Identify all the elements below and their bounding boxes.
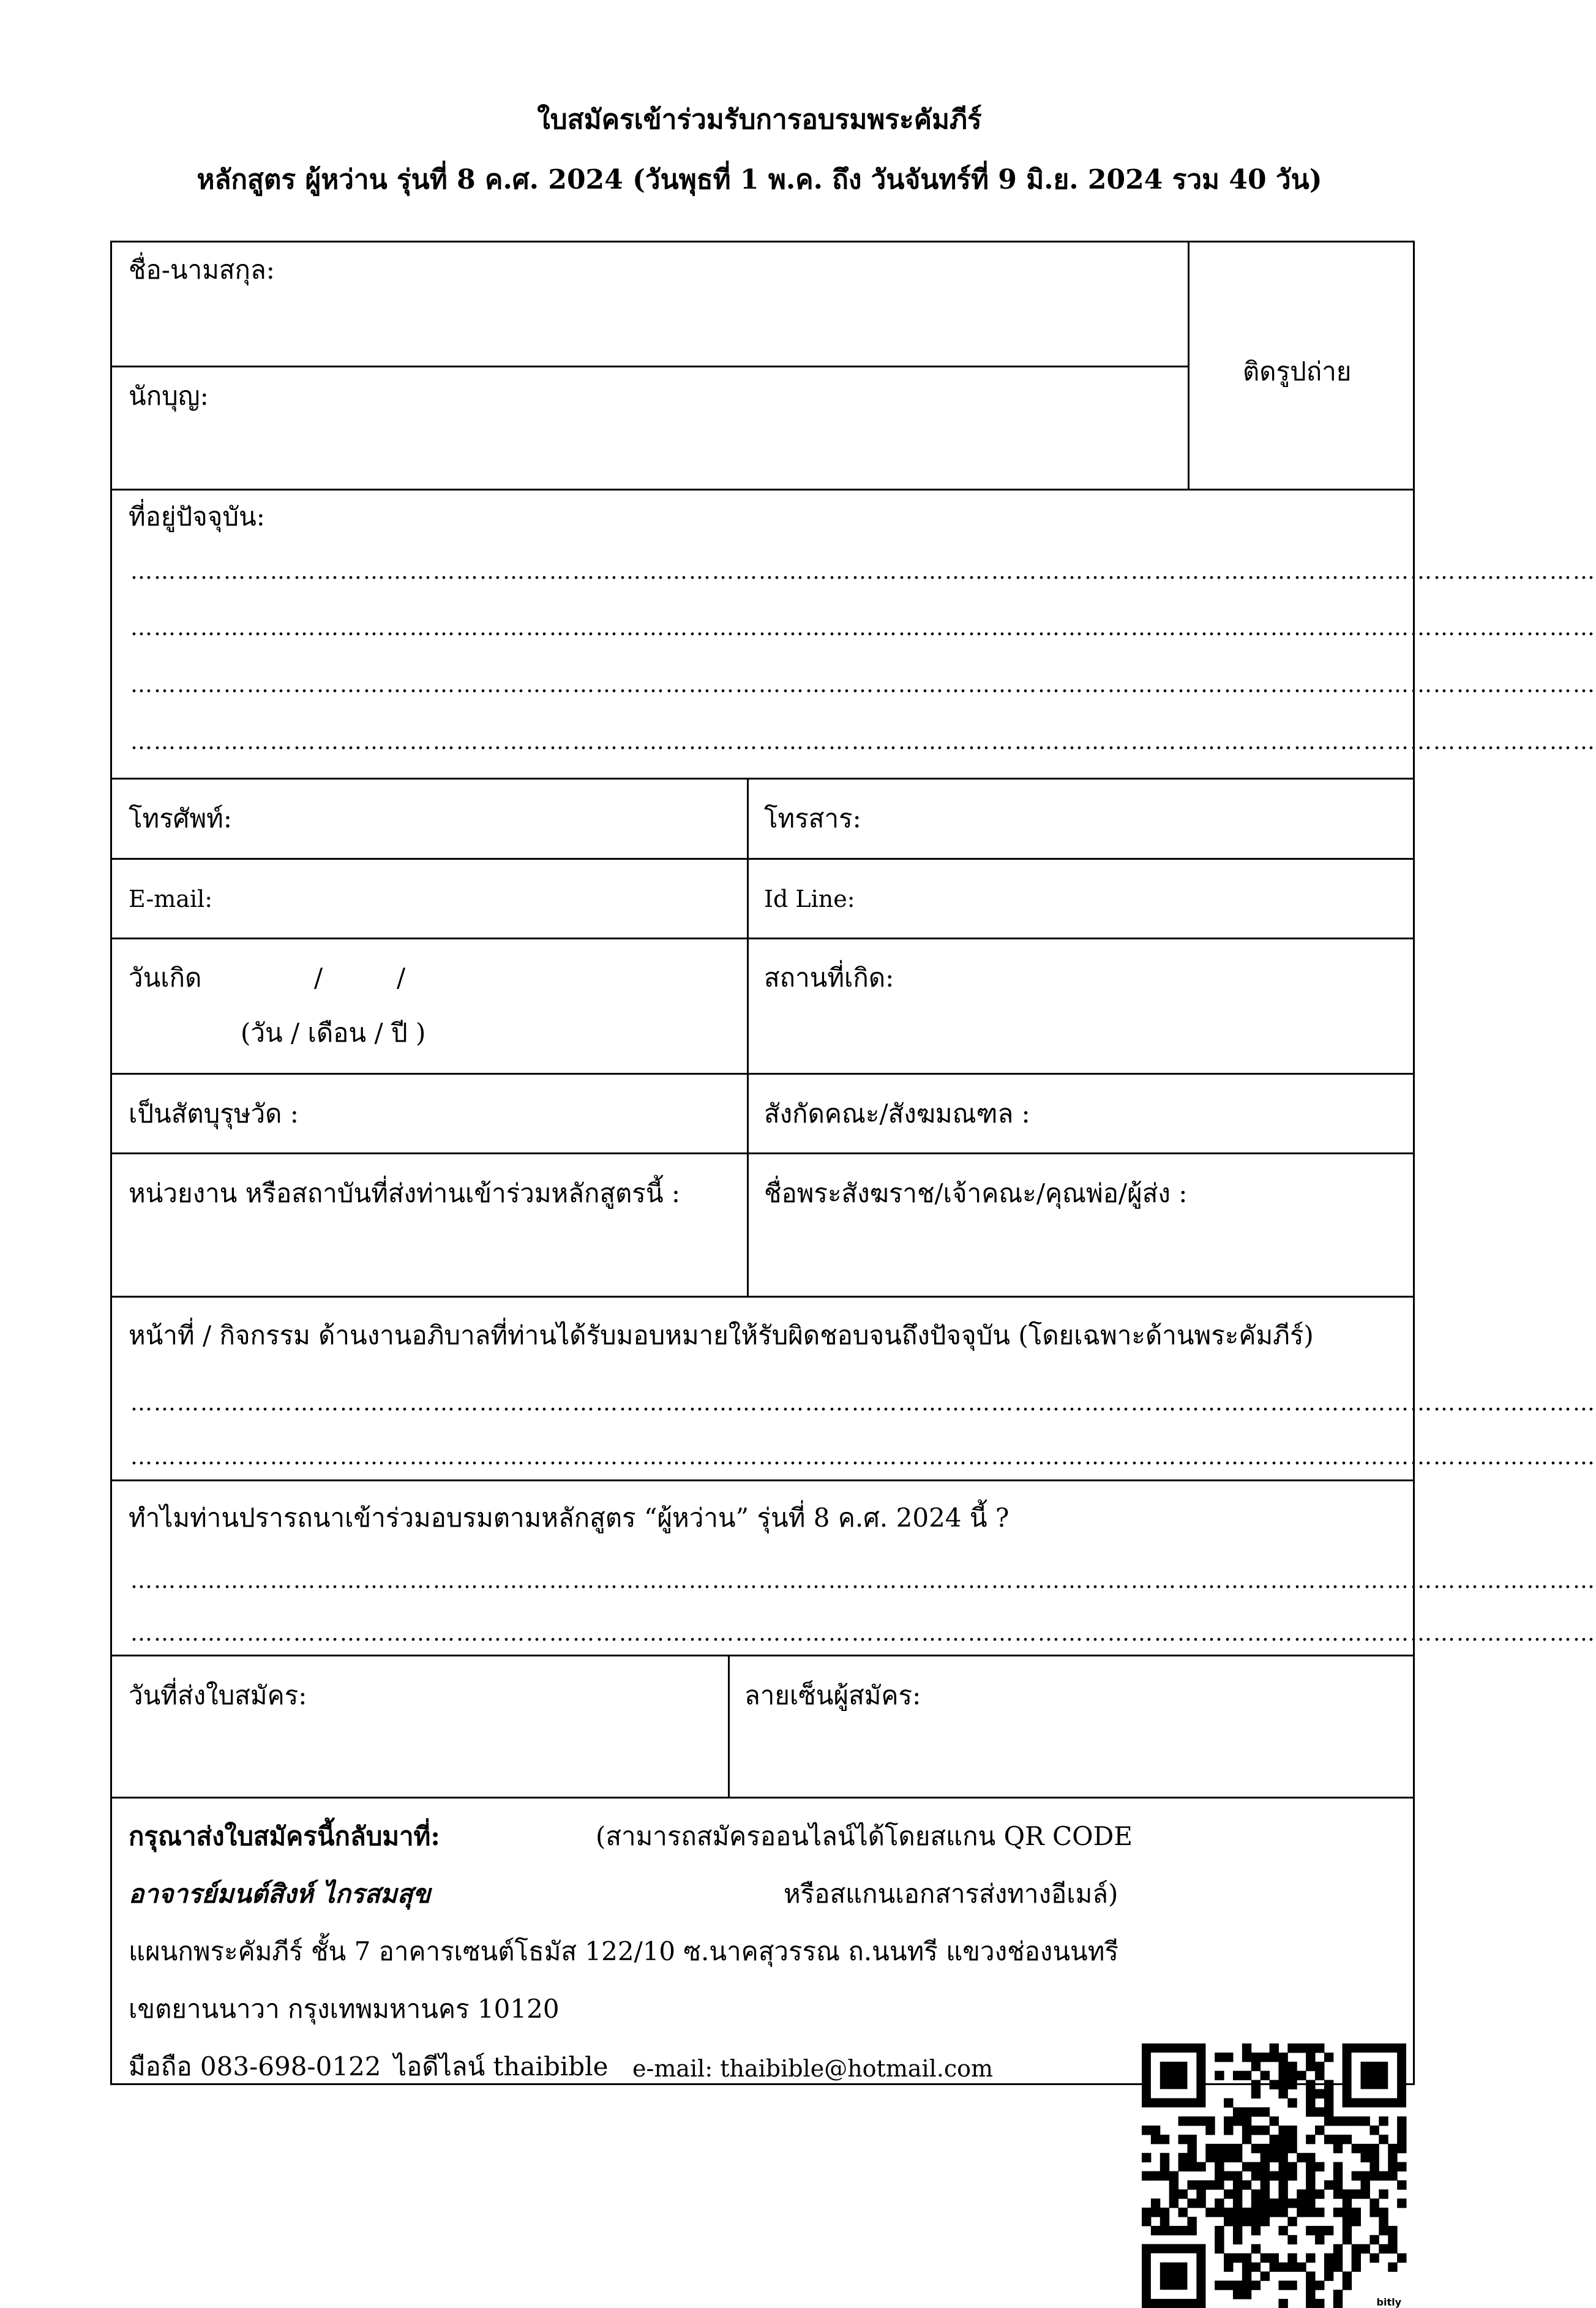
motivation-line-1[interactable]: ……………………………………………………………………………………………………………………………………………………………………… [130, 1568, 1596, 1593]
email-note: หรือสแกนเอกสารส่งทางอีเมล์) [784, 1879, 1118, 1909]
divider [112, 1797, 1415, 1799]
address-line-1[interactable]: ……………………………………………………………………………………………………………………………………………………………………… [130, 559, 1596, 584]
birthdate-format-hint: (วัน / เดือน / ปี ) [241, 1018, 426, 1048]
saint-label: นักบุญ: [129, 381, 209, 411]
divider [112, 1296, 1415, 1298]
divider [112, 1655, 1415, 1656]
contact-email: e-mail: thaibible@hotmail.com [632, 2055, 994, 2082]
duties-line-1[interactable]: ……………………………………………………………………………………………………………………………………………………………………… [130, 1391, 1596, 1416]
divider [112, 778, 1415, 780]
birthplace-label: สถานที่เกิด: [764, 963, 894, 993]
duties-line-2[interactable]: ……………………………………………………………………………………………………………………………………………………………………… [130, 1445, 1596, 1470]
address-label: ที่อยู่ปัจจุบัน: [129, 502, 265, 532]
congregation-label: สังกัดคณะ/สังฆมณฑล : [764, 1099, 1030, 1129]
divider [112, 1073, 1415, 1075]
mobile-number: มือถือ 083-698-0122 [129, 2051, 381, 2081]
divider [112, 938, 1415, 939]
organization-label: หน่วยงาน หรือสถาบันที่ส่งท่านเข้าร่วมหลักสูตรนี้ : [129, 1178, 681, 1208]
divider [112, 1479, 1415, 1481]
address-line-4[interactable]: ……………………………………………………………………………………………………………………………………………………………………… [130, 729, 1596, 754]
column-divider [728, 1655, 730, 1797]
column-divider [747, 778, 749, 1296]
birthdate-label: วันเกิด [129, 963, 202, 993]
submission-date-label: วันที่ส่งใบสมัคร: [129, 1680, 307, 1710]
parish-label: เป็นสัตบุรุษวัด : [129, 1099, 299, 1129]
form-subtitle: หลักสูตร ผู้หว่าน รุ่นที่ 8 ค.ศ. 2024 (วันพุธที่ 1 พ.ค. ถึง วันจันทร์ที่ 9 มิ.ย. 2024 รวม 40 วัน) [197, 164, 1322, 195]
online-note: (สามารถสมัครออนไลน์ได้โดยสแกน QR CODE [596, 1821, 1133, 1851]
address-line-3[interactable]: ……………………………………………………………………………………………………………………………………………………………………… [130, 672, 1596, 697]
fax-label: โทรสาร: [764, 803, 861, 833]
line-id-label: Id Line: [764, 885, 855, 912]
divider [112, 1152, 1415, 1154]
photo-label: ติดรูปถ่าย [1243, 356, 1352, 386]
name-label: ชื่อ-นามสกุล: [129, 255, 275, 285]
contact-address-line-1: แผนกพระคัมภีร์ ชั้น 7 อาคารเซนต์โธมัส 122/10 ซ.นาคสุวรรณ ถ.นนทรี แขวงช่องนนทรี [129, 1936, 1118, 1966]
send-to-label: กรุณาส่งใบสมัครนี้กลับมาที่: [129, 1821, 440, 1851]
motivation-label: ทำไมท่านปรารถนาเข้าร่วมอบรมตามหลักสูตร “ผู้หว่าน” รุ่นที่ 8 ค.ศ. 2024 นี้ ? [129, 1503, 1010, 1533]
contact-name: อาจารย์มนต์สิงห์ ไกรสมสุข [129, 1879, 431, 1909]
birthdate-slash: / [397, 963, 406, 993]
photo-divider [1188, 242, 1190, 489]
divider [112, 489, 1415, 491]
birthdate-slash: / [314, 963, 323, 993]
line-id: ไอดีไลน์ thaibible [394, 2051, 609, 2081]
address-line-2[interactable]: ……………………………………………………………………………………………………………………………………………………………………… [130, 615, 1596, 641]
divider [112, 858, 1415, 860]
duties-label: หน้าที่ / กิจกรรม ด้านงานอภิบาลที่ท่านได้รับมอบหมายให้รับผิดชอบจนถึงปัจจุบัน (โดยเฉพาะด้านพระคัมภีร์) [129, 1320, 1314, 1350]
motivation-line-2[interactable]: ……………………………………………………………………………………………………………………………………………………………………… [130, 1621, 1596, 1646]
form-title: ใบสมัครเข้าร่วมรับการอบรมพระคัมภีร์ [537, 104, 982, 135]
application-form [110, 241, 1596, 2085]
email-label: E-mail: [129, 885, 213, 912]
divider [112, 366, 1188, 367]
contact-address-line-2: เขตยานนาวา กรุงเทพมหานคร 10120 [129, 1994, 560, 2024]
qr-brand-label: bitly [1376, 2296, 1401, 2308]
signature-label: ลายเซ็นผู้สมัคร: [744, 1680, 921, 1710]
qr-code-icon[interactable] [1142, 2043, 1406, 2308]
sender-label: ชื่อพระสังฆราช/เจ้าคณะ/คุณพ่อ/ผู้ส่ง : [764, 1178, 1188, 1208]
phone-label: โทรศัพท์: [129, 803, 232, 833]
